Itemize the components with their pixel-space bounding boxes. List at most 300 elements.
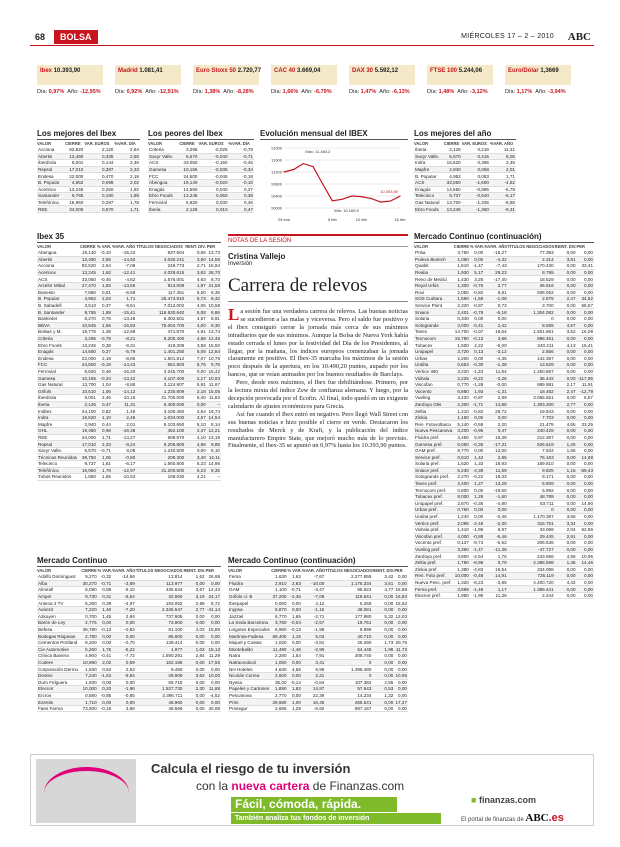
continuo-cont-cell: 1,020 <box>271 639 287 646</box>
ibex35-col-header: VALOR <box>37 244 52 249</box>
ibex35-cell: 14,550 <box>81 349 96 355</box>
continuo-cont-cell: Natraceutical <box>228 659 271 666</box>
chart-xtick-label: 16 feb <box>394 217 406 222</box>
ibex35-cell: 0,51 <box>97 289 112 296</box>
continuo-cont-right-cell: 0,73 <box>484 302 507 309</box>
index-value: 5.244,06 <box>458 68 483 74</box>
continuo-cell: 30,270 <box>82 580 97 586</box>
ibex35-cell: 10,155 <box>81 375 96 381</box>
continuo-cont-right-cell: Vertice pref. <box>414 520 454 527</box>
table-row <box>37 428 221 435</box>
continuo-cont-cell: 0,00 <box>394 692 408 699</box>
continuo-cont-cell: 1,65 <box>288 613 302 620</box>
page-number: 68 <box>35 32 46 42</box>
continuo-cont-right-cell: 14,46 <box>577 559 594 566</box>
continuo-cont-right-cell: 2,04 <box>555 526 577 533</box>
continuo-cont-cell: 1,98 <box>372 646 394 653</box>
continuo-cont-cell: Prosegur <box>228 705 271 712</box>
finanzas-ad[interactable] <box>30 754 594 826</box>
chart-point <box>312 166 313 167</box>
table-row <box>414 467 594 474</box>
continuo-cell: -1,63 <box>98 672 113 679</box>
continuo-cont-right-cell: 142.357 <box>508 355 555 362</box>
table-row <box>414 322 594 329</box>
continuo-cont-right-cell: 0,137 <box>454 540 470 547</box>
continuo-cont-cell: 4,630 <box>271 666 287 673</box>
continuo-cont-right-cell: 0,00 <box>470 414 484 421</box>
continuo-cell: 8,72 <box>206 600 221 607</box>
continuo-cont-cell: 69,400 <box>272 633 287 639</box>
continuo-cell: -0,85 <box>98 692 113 699</box>
continuo-cont-right-cell: 16,09 <box>577 329 594 336</box>
continuo-cont-right-cell: Service Point <box>414 302 454 309</box>
ibex35-cell: 10,545 <box>81 322 96 328</box>
continuo-cont-cell: 0,00 <box>394 653 408 660</box>
continuo-cont-cell: -0,04 <box>288 620 302 627</box>
continuo-cell: -7,20 <box>112 606 136 613</box>
continuo-cell: 5,260 <box>81 600 97 607</box>
table-row <box>228 672 408 679</box>
ibex35-cell: 3,62 <box>185 269 207 276</box>
best-day-cell: 16,950 <box>65 199 84 206</box>
continuo-cont-right-cell: 1.304.082 <box>508 309 555 316</box>
ibex35-cell: 31.200.500 <box>136 467 185 474</box>
continuo-cell: -0,82 <box>112 626 136 633</box>
worst-day-col-header: VAR. EUROS <box>198 141 224 146</box>
index-ano: -8,28% <box>236 89 254 95</box>
continuo-cont-right-cell: 0,00 <box>577 355 594 362</box>
ibex35-cell: 0,27 <box>97 348 112 355</box>
worst-day-cell: 0,27 <box>229 186 254 193</box>
worst-day-cell: ACS <box>148 160 179 167</box>
continuo-cont-right-cell: 0,00 <box>577 480 594 487</box>
best-year-col-header: VALOR <box>414 141 429 146</box>
continuo-cont-right-cell: Zardoya pref. <box>414 553 454 560</box>
continuo-cont-cell: 0,00 <box>394 666 408 673</box>
ibex35-cell: 75.004.700 <box>136 322 185 329</box>
table-row <box>228 633 408 640</box>
best-day-cell: 0,335 <box>84 153 114 160</box>
continuo-cont-right-cell: 0,00 <box>555 289 577 296</box>
ibex35-cell: -9,31 <box>112 342 136 349</box>
index-dia: 1,66% <box>282 89 299 95</box>
table-row <box>37 302 221 309</box>
continuo-cell: Alba <box>37 580 81 587</box>
ad-tagline: También analiza tus fondos de inversión <box>231 813 441 824</box>
ibex35-cell: 1,71 <box>112 296 136 303</box>
ibex35-cell: 11,67 <box>207 381 221 388</box>
table-row <box>37 692 221 699</box>
continuo-cont-right-cell: 3,25 <box>470 276 484 283</box>
table-row <box>37 315 221 322</box>
best-year-cell: 0,083 <box>462 173 490 180</box>
index-name: Euro/Dólar <box>508 68 539 74</box>
ibex35-cell: 208.300 <box>136 454 185 461</box>
continuo-cont-right-cell: Ren. Foto pref. <box>414 573 454 580</box>
continuo-cont-right-cell: 0,00 <box>577 414 594 421</box>
table-row <box>414 592 594 599</box>
continuo-cont-cell: 54.445 <box>325 646 372 653</box>
ibex35-cell: Iberia <box>37 401 80 408</box>
best-day-title: Los mejores del Ibex <box>37 129 140 140</box>
continuo-cont-right-cell: 0,00 <box>577 401 594 408</box>
continuo-cont-cell: Natra <box>228 653 271 660</box>
continuo-cont-right-cell: -0,95 <box>470 428 484 435</box>
ibex35-cell: Ferrovial <box>37 368 80 375</box>
ibex35-cell: 109.030 <box>136 474 185 481</box>
continuo-cont-right-cell: 3,720 <box>454 348 470 355</box>
continuo-cont-right-col-header: TÍTULOS NEGOCIADOS <box>507 244 555 249</box>
index-ano-label: Año: <box>301 89 313 95</box>
best-day-cell: Santander <box>37 193 65 200</box>
continuo-cont-right-cell: 0,00 <box>555 362 577 369</box>
continuo-cont-cell: 0,00 <box>394 659 408 666</box>
continuo-cont-right-cell: 0,00 <box>555 586 577 593</box>
continuo-cont-right-cell: 1,380 <box>454 566 470 573</box>
continuo-cont-right-cell: Puleva Biotech <box>414 256 454 263</box>
best-day-cell: 0,470 <box>84 173 114 180</box>
continuo-cell: 8,200 <box>81 639 97 646</box>
continuo-cell: 1,630 <box>81 666 97 673</box>
continuo-cont-right-cell: 0,47 <box>484 428 507 435</box>
table-row <box>37 276 221 283</box>
ibex35-cell: 22,000 <box>81 355 96 361</box>
ibex35-cell: ACS <box>37 276 80 283</box>
continuo-cell: Adolfo Domínguez <box>37 574 81 580</box>
continuo-cont-right-cell: 21.478 <box>508 421 555 428</box>
continuo-cont-right-cell: 1.170.387 <box>508 513 555 520</box>
best-day-cell: 2,46 <box>114 160 140 167</box>
continuo-cont-cell: Inypsa <box>228 606 271 613</box>
chart-point <box>399 196 400 197</box>
table-row <box>414 540 594 547</box>
ibex35-col-header: % VAR. <box>96 244 112 249</box>
best-day-cell: Endesa <box>37 173 65 180</box>
continuo-cont-right-cell: 725.119 <box>508 573 555 580</box>
index-ano-label: Año: <box>67 89 79 95</box>
continuo-cont-right-col-header: % VAR. <box>469 244 485 249</box>
best-year-cell: 0,395 <box>462 160 490 167</box>
continuo-cont-right-cell: Service pref. <box>414 454 454 461</box>
chart-title: Evolución mensual del IBEX <box>260 129 408 140</box>
continuo-cell: Elecnor <box>37 686 81 693</box>
continuo-cont-cell: 20,76 <box>395 640 407 646</box>
ibex35-cell: Mapfre <box>37 421 80 428</box>
ibex35-cell: 5,08 <box>185 348 207 355</box>
continuo-cont-cell: 0,00 <box>288 692 302 699</box>
continuo-cont-right-cell: 18,33 <box>484 474 507 481</box>
chart-series-line <box>284 164 400 202</box>
continuo-cont-cell: 5,870 <box>271 606 287 613</box>
continuo-cont-right-cell: 0,653 <box>454 362 470 369</box>
ibex35-cell: 116.830.640 <box>136 309 185 316</box>
continuo-cont-right-cell: 0,00 <box>555 282 577 289</box>
table-row <box>414 507 594 514</box>
worst-day-cell: Ferrovial <box>148 199 179 206</box>
ibex35-cell: 12,11 <box>207 454 221 461</box>
continuo-cont-cell: Fluidra <box>228 580 271 587</box>
continuo-cont-right-cell: 0,00 <box>555 507 577 514</box>
index-ano-label: Año: <box>457 89 469 95</box>
continuo-cont-right-cell: Sniace <box>414 309 454 316</box>
continuo-cont-right-cell: Uralita pref. <box>414 513 454 520</box>
ad-slogan: Fácil, cómoda, rápida. <box>231 797 397 812</box>
ibex35-cell: -9,24 <box>112 441 136 448</box>
continuo-cont-right-cell: 1,300 <box>454 282 470 289</box>
continuo-cont-right-cell: -17,40 <box>484 276 507 283</box>
continuo-cont-right-cell: 14,91 <box>484 573 507 580</box>
continuo-cont-right-cell: 29.445 <box>508 533 555 540</box>
index-changes <box>271 89 332 95</box>
ibex35-cell: -4,62 <box>112 276 136 283</box>
ibex35-cell: 21,58 <box>208 283 220 289</box>
continuo-cont-right-cell: 2,22 <box>470 342 484 349</box>
ibex35-cell: 8,14 <box>207 421 221 428</box>
continuo-cont-right-cell: 11,36 <box>484 592 507 599</box>
ibex35-cell: Criteria <box>37 335 80 342</box>
continuo-cont-right-cell: 2,300 <box>454 401 470 408</box>
continuo-cell: 1,03 <box>183 646 205 653</box>
ibex35-cell: BBVA <box>37 322 80 329</box>
table-row <box>414 276 594 283</box>
ibex35-cell: 8.200.400 <box>136 335 185 342</box>
continuo-col-header: REINT. DIV. <box>183 568 206 573</box>
continuo-cell: 4,03 <box>183 626 205 633</box>
index-dia-label: Día: <box>193 89 204 95</box>
continuo-cont-right-cell: 2,77 <box>555 401 577 408</box>
continuo-cell: 10,00 <box>206 672 221 679</box>
continuo-cont-right-cell: 3,34 <box>555 520 577 527</box>
best-day-cell: Acerinox <box>37 186 65 193</box>
continuo-cell: -1,96 <box>112 686 136 693</box>
table-row <box>148 206 254 213</box>
continuo-cell: 2.345.547 <box>136 606 184 613</box>
ibex35-cell: B. Popular <box>37 296 80 303</box>
table-row <box>414 206 516 213</box>
best-day-cell: 6,001 <box>65 160 84 167</box>
continuo-cont-table <box>228 567 408 712</box>
continuo-cont-cell: 0 <box>325 659 372 666</box>
continuo-cont-right-cell: 3,65 <box>555 513 577 520</box>
continuo-cont-right-cell: -0,87 <box>470 302 484 309</box>
ad-headline: Calcula el riesgo de tu inversión <box>151 761 351 776</box>
ibex35-cell: 8,05 <box>112 447 136 454</box>
ibex35-cell: Iberdrola <box>37 395 80 402</box>
ibex35-cell: Endesa <box>37 355 80 362</box>
continuo-cell: 1.977 <box>136 646 184 653</box>
best-day-cell: 13,245 <box>65 186 84 193</box>
ibex35-cell: 5,73 <box>185 296 207 303</box>
continuo-cont-right-cell: 9.171 <box>508 474 555 481</box>
continuo-cont-cell: -3,47 <box>302 587 325 594</box>
chart-min-label: Mín: 10.169,9 <box>334 208 359 213</box>
continuo-cont-right-cell: Tavex pref. <box>414 480 454 487</box>
continuo-cell: 24,17 <box>206 593 221 600</box>
ibex35-cell: 4,57 <box>185 315 207 322</box>
continuo-cell: 0,00 <box>183 659 205 666</box>
table-row <box>37 282 221 289</box>
table-row <box>37 269 221 276</box>
continuo-cont-right-cell: 0,00 <box>470 355 484 362</box>
continuo-cont-right-cell: 5,140 <box>454 421 470 428</box>
best-year-cell: 13,245 <box>444 206 462 213</box>
table-row <box>414 329 594 336</box>
continuo-cont-cell: 0,00 <box>372 593 394 600</box>
continuo-col-header: PER <box>205 568 215 573</box>
continuo-cont-right-cell: 33.069 <box>508 526 555 533</box>
index-ano: -12,95% <box>80 89 101 95</box>
worst-day-cell: -0,020 <box>198 179 228 186</box>
best-year-cell: 13,700 <box>444 199 462 206</box>
ibex35-cell: -6,59 <box>112 289 136 296</box>
continuo-cont-right-cell: -0,48 <box>470 573 484 580</box>
worst-day-cell: 14,550 <box>179 186 198 193</box>
ibex35-cell: 9,76 <box>207 362 221 369</box>
chart-ytick-label: 10400 <box>270 193 282 199</box>
continuo-cell: 0,00 <box>98 620 113 627</box>
ibex35-cell: 10,510 <box>81 388 96 394</box>
continuo-cell: 182.188 <box>136 659 184 666</box>
ibex35-cell: 0,47 <box>97 401 112 408</box>
table-row <box>414 553 594 560</box>
continuo-cont-right-cell: 2,401 <box>454 309 470 316</box>
ibex35-cell: 10,58 <box>208 303 220 309</box>
worst-day-cell: Abengoa <box>148 179 179 186</box>
continuo-cont-cell: 0,060 <box>271 600 287 607</box>
best-year-cell: Ebro Foods <box>414 206 444 213</box>
best-day-cell: 1,92 <box>114 186 140 193</box>
continuo-cell: 9.450 <box>136 666 184 673</box>
continuo-cont-right-cell: 0,00 <box>577 441 594 448</box>
continuo-cont-right-cell: -47.727 <box>508 546 555 553</box>
continuo-cont-right-cell: 14,90 <box>577 500 594 507</box>
worst-day-col-header: CIERRE <box>179 141 195 146</box>
ibex35-cell: -14,12 <box>112 388 136 395</box>
continuo-cont-right-cell: 0,00 <box>577 573 594 580</box>
ibex35-cell: 1,82 <box>97 282 112 289</box>
page-header <box>30 30 594 46</box>
continuo-cont-right-cell: Reyal Urbis <box>414 282 454 289</box>
worst-day-cell: -0,035 <box>198 166 228 173</box>
ibex35-cell: 452.100 <box>136 428 185 435</box>
continuo-cont-cell: 25.290 <box>325 639 372 646</box>
table-row <box>37 368 221 375</box>
continuo-cell: -5,54 <box>112 593 136 600</box>
best-day-cell: 13,490 <box>65 153 84 160</box>
continuo-cont-right-cell: 0,00 <box>555 395 577 402</box>
ibex35-cell: 9,35 <box>207 467 221 474</box>
continuo-cell: -9,84 <box>112 672 136 679</box>
continuo-cont-right-cell: 0,00 <box>577 434 594 441</box>
continuo-cont-right-cell: 6,060 <box>454 441 470 448</box>
ibex35-cell: -8,85 <box>112 355 136 362</box>
continuo-cont-cell: 1,54 <box>288 653 302 660</box>
ibex35-cell: 9,765 <box>80 309 97 316</box>
continuo-cont-right-cell: -4,38 <box>470 467 484 474</box>
continuo-col-header: %VAR. AÑO <box>112 568 136 573</box>
index-card <box>427 65 495 95</box>
continuo-cont-right-cell: Urbas <box>414 355 454 362</box>
continuo-cont-cell: 3,42 <box>372 574 394 580</box>
ibex35-cell: 1,78 <box>97 467 112 474</box>
continuo-cont-cell: Jazztel <box>228 613 271 620</box>
continuo-cont-right-cell: 10,000 <box>454 573 469 579</box>
continuo-cont-right-cell: -0,76 <box>470 282 484 289</box>
best-day-cell: 22,000 <box>65 173 84 180</box>
continuo-cell: 2,780 <box>81 633 97 640</box>
table-row <box>414 573 594 580</box>
continuo-cont-cell: 0,00 <box>372 672 394 679</box>
table-row <box>37 335 221 342</box>
ibex35-cell: 24,500 <box>81 362 96 368</box>
worst-day-cell: -0,026 <box>198 147 228 153</box>
worst-day-cell: 2,126 <box>179 206 198 213</box>
continuo-cont-cell: Pescanova <box>228 692 271 699</box>
continuo-cont-right-cell: -0,88 <box>470 533 484 540</box>
ibex35-cell: 9,737 <box>80 461 97 468</box>
continuo-cont-cell: 0,00 <box>372 705 394 712</box>
continuo-cont-right-cell: 8.795 <box>508 269 555 276</box>
continuo-cont-right-cell: Sotogrande <box>414 322 454 329</box>
continuo-cont-cell: 1,630 <box>271 574 287 580</box>
continuo-cell: 12,43 <box>206 587 221 594</box>
continuo-cont-right-cell: 0,00 <box>555 269 577 276</box>
continuo-cell: 2,77 <box>183 606 205 613</box>
continuo-cell: 1.537.730 <box>136 686 184 693</box>
ibex35-cell: 5,50 <box>185 289 207 296</box>
continuo-cont-right-cell: 1,590 <box>454 296 470 303</box>
continuo-cont-right-col-header: REINT. DIV. <box>554 244 577 249</box>
continuo-cont-right-cell: 2,20 <box>484 421 507 428</box>
best-day-cell: Repsol <box>37 166 65 173</box>
continuo-cont-cell: 35,00 <box>271 679 287 686</box>
index-dia-label: Día: <box>427 89 438 95</box>
continuo-cell: Deoleo <box>37 672 81 679</box>
continuo-cell: 0,00 <box>206 639 221 646</box>
index-dia: 1,17% <box>516 89 533 95</box>
table-row <box>414 256 594 263</box>
index-dia: 1,47% <box>360 89 377 95</box>
ibex35-cell: Ebro Foods <box>37 342 80 349</box>
continuo-cell: Cementos Portland <box>37 639 81 646</box>
continuo-cont-cell: 2,695 <box>271 705 287 712</box>
continuo-cont-cell: 0,00 <box>372 653 394 660</box>
continuo-cont-right-cell: 0,00 <box>577 289 594 296</box>
continuo-cont-right-cell: -2,54 <box>470 553 484 560</box>
continuo-cont-right-cell: 1,430 <box>454 276 470 283</box>
continuo-cont-right-cell: 0,00 <box>555 414 577 421</box>
continuo-cont-right-cell: -1,47 <box>470 546 484 553</box>
continuo-cell: Befesa <box>37 626 81 633</box>
continuo-cont-right-cell: 205.536 <box>508 540 555 547</box>
index-name: DAX 30 <box>352 68 374 74</box>
continuo-cont-right-cell: 0,00 <box>577 282 594 289</box>
table-row <box>228 666 408 673</box>
continuo-cont-right-cell: 19.943 <box>508 408 555 415</box>
notes-headline: Carrera de relevos <box>228 275 408 302</box>
continuo-cont-right-cell: 4,65 <box>555 421 577 428</box>
table-row <box>414 375 594 382</box>
continuo-cont-cell: 1.396.480 <box>325 666 372 673</box>
continuo-cont-cell: Grifols cl. B <box>228 593 271 600</box>
continuo-cont-right-cell: Tecnocom <box>414 335 454 342</box>
notes-role: Inversión <box>228 261 253 267</box>
ibex35-cell: 1.034.000 <box>136 414 185 421</box>
continuo-cont-cell: NH Hoteles <box>228 666 271 673</box>
ibex35-cell: 0,38 <box>97 342 112 349</box>
continuo-cont-right-cell: 0,00 <box>577 586 594 593</box>
best-day-col-header: VALOR <box>37 141 52 146</box>
